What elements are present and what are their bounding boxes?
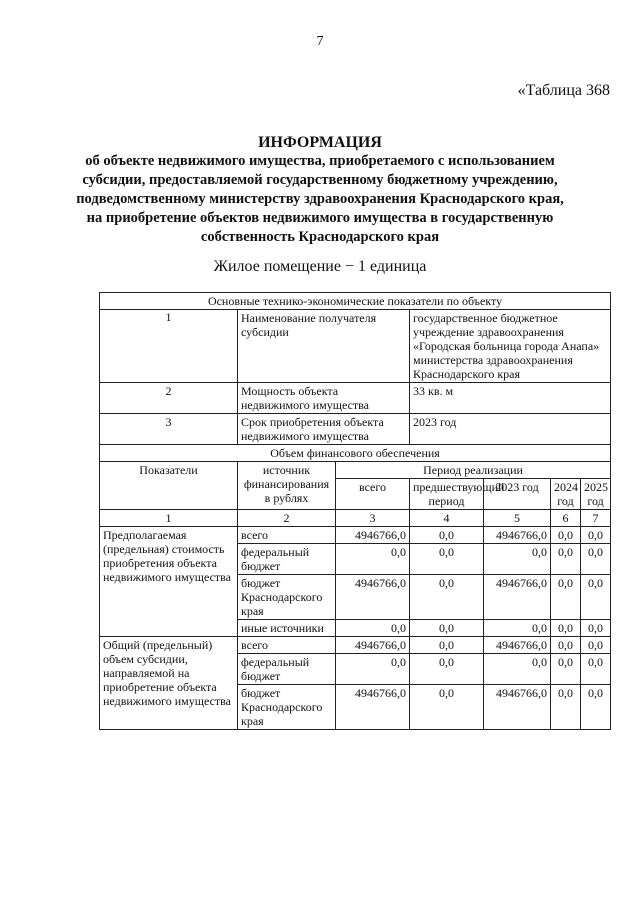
table-reference: «Таблица 368 <box>517 82 610 99</box>
source-cell: иные источники <box>238 620 336 637</box>
section-header-row <box>100 445 611 462</box>
total-cell: 4946766,0 <box>336 685 410 730</box>
y2025-cell: 0,0 <box>581 527 611 544</box>
object-unit-line: Жилое помещение − 1 единица <box>213 258 427 275</box>
total-cell: 4946766,0 <box>336 637 410 654</box>
subtitle-line: об объекте недвижимого имущества, приобретаемого с использованием <box>85 153 555 169</box>
y2024-cell: 0,0 <box>551 620 581 637</box>
header-2025: 2025 год <box>581 479 611 510</box>
y2023-cell: 0,0 <box>484 544 551 575</box>
source-cell: бюджет Краснодарского края <box>238 575 336 620</box>
header-previous: предшествующий период <box>410 479 484 510</box>
indicator-label: Срок приобретения объекта недвижимого имущества <box>238 414 410 445</box>
y2025-cell: 0,0 <box>581 620 611 637</box>
header-indicators: Показатели <box>100 462 238 510</box>
y2024-cell: 0,0 <box>551 654 581 685</box>
y2025-cell: 0,0 <box>581 637 611 654</box>
y2023-cell: 4946766,0 <box>484 637 551 654</box>
y2024-cell: 0,0 <box>551 527 581 544</box>
info-table <box>99 292 611 730</box>
source-cell: всего <box>238 527 336 544</box>
y2023-cell: 0,0 <box>484 620 551 637</box>
indicator-num: 2 <box>100 383 238 414</box>
header-source: источник финансирования в рублях <box>238 462 336 510</box>
indicator-label: Мощность объекта недвижимого имущества <box>238 383 410 414</box>
page-number: 7 <box>316 34 324 49</box>
y2024-cell: 0,0 <box>551 544 581 575</box>
y2024-cell: 0,0 <box>551 575 581 620</box>
indicator-value: 2023 год <box>410 414 611 445</box>
source-cell: федеральный бюджет <box>238 544 336 575</box>
previous-cell: 0,0 <box>410 685 484 730</box>
header-period: Период реализации <box>336 462 611 479</box>
indicator-label: Наименование получателя субсидии <box>238 310 410 383</box>
y2023-cell: 4946766,0 <box>484 685 551 730</box>
y2023-cell: 4946766,0 <box>484 527 551 544</box>
y2023-cell: 4946766,0 <box>484 575 551 620</box>
indicator-value: 33 кв. м <box>410 383 611 414</box>
total-cell: 0,0 <box>336 544 410 575</box>
column-index: 4 <box>410 510 484 527</box>
column-index: 1 <box>100 510 238 527</box>
block-label: Предполагаемая (предельная) стоимость приобретения объекта недвижимого имущества <box>100 527 238 637</box>
section-title-indicators: Основные технико-экономические показатели по объекту <box>100 293 611 310</box>
financing-header-row <box>100 462 611 479</box>
section-header-row <box>100 293 611 310</box>
column-index: 2 <box>238 510 336 527</box>
total-cell: 4946766,0 <box>336 527 410 544</box>
indicator-row <box>100 383 611 414</box>
document-heading: ИНФОРМАЦИЯ <box>258 134 382 151</box>
y2025-cell: 0,0 <box>581 654 611 685</box>
header-2024: 2024 год <box>551 479 581 510</box>
document-subtitle <box>70 152 570 247</box>
block-label: Общий (предельный) объем субсидии, направляемой на приобретение объекта недвижимого имущества <box>100 637 238 730</box>
subtitle-line: на приобретение объектов недвижимого имущества в государственную <box>86 210 554 226</box>
column-index: 7 <box>581 510 611 527</box>
indicator-num: 1 <box>100 310 238 383</box>
subtitle-line: подведомственному министерству здравоохранения Краснодарского края, <box>76 191 564 207</box>
header-2023: 2023 год <box>484 479 551 510</box>
total-cell: 4946766,0 <box>336 575 410 620</box>
y2024-cell: 0,0 <box>551 685 581 730</box>
indicator-row <box>100 310 611 383</box>
total-cell: 0,0 <box>336 620 410 637</box>
financing-row <box>100 527 611 544</box>
subtitle-line: собственность Краснодарского края <box>200 229 440 245</box>
previous-cell: 0,0 <box>410 620 484 637</box>
previous-cell: 0,0 <box>410 544 484 575</box>
y2025-cell: 0,0 <box>581 575 611 620</box>
previous-cell: 0,0 <box>410 654 484 685</box>
indicator-row <box>100 414 611 445</box>
column-index-row <box>100 510 611 527</box>
financing-row <box>100 637 611 654</box>
column-index: 3 <box>336 510 410 527</box>
y2025-cell: 0,0 <box>581 544 611 575</box>
column-index: 5 <box>484 510 551 527</box>
section-title-financing: Объем финансового обеспечения <box>100 445 611 462</box>
source-cell: всего <box>238 637 336 654</box>
y2024-cell: 0,0 <box>551 637 581 654</box>
y2023-cell: 0,0 <box>484 654 551 685</box>
column-index: 6 <box>551 510 581 527</box>
previous-cell: 0,0 <box>410 527 484 544</box>
total-cell: 0,0 <box>336 654 410 685</box>
source-cell: бюджет Краснодарского края <box>238 685 336 730</box>
source-cell: федеральный бюджет <box>238 654 336 685</box>
header-total: всего <box>336 479 410 510</box>
indicator-num: 3 <box>100 414 238 445</box>
subtitle-line: субсидии, предоставляемой государственному бюджетному учреждению, <box>82 172 558 188</box>
indicator-value: государственное бюджетное учреждение здравоохранения «Городская больница города Анапа» министерства здравоохранения Краснодарского края <box>410 310 611 383</box>
previous-cell: 0,0 <box>410 637 484 654</box>
y2025-cell: 0,0 <box>581 685 611 730</box>
previous-cell: 0,0 <box>410 575 484 620</box>
